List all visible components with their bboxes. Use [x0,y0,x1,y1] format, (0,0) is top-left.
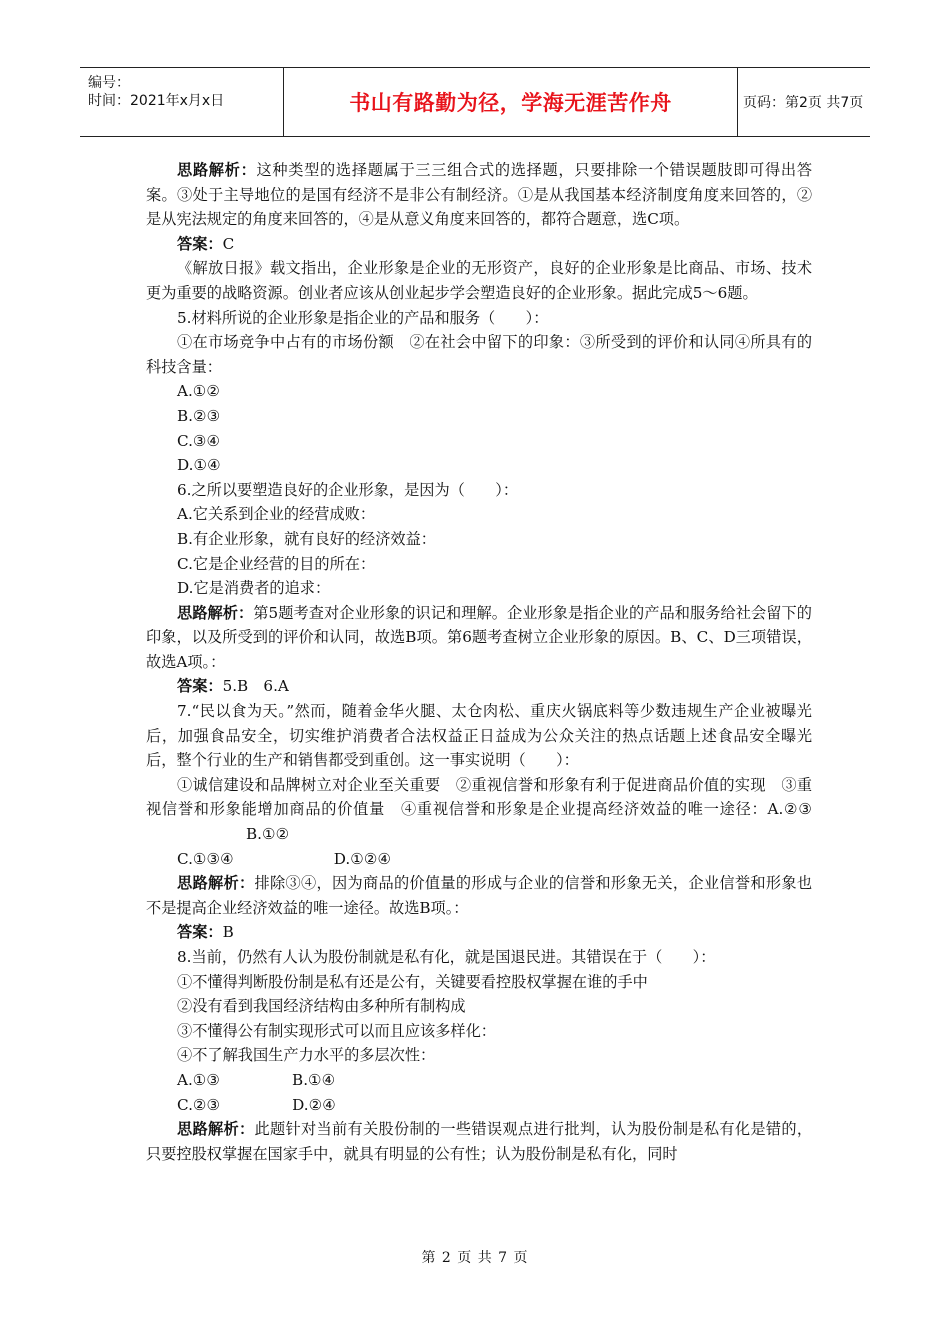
question-8-item-2: ②没有看到我国经济结构由多种所有制构成 [177,997,466,1016]
question-7-items [146,773,812,847]
analysis-label: 思路解析： [177,874,255,893]
motto-text: 书山有路勤为径，学海无涯苦作舟 [349,91,672,115]
question-7-stem: 7.“民以食为天。”然而，随着金华火腿、太仓肉松、重庆火锅底料等少数违规生产企业被曝光后，加强食品安全，切实维护消费者合法权益正日益成为公众关注的热点话题上述食品安全曝光后，整个行业的生产和销售都受到重创。这一事实说明（ ）： [146,702,812,770]
answer-line [146,674,812,699]
answer-label: 答案： [177,923,223,942]
analysis-paragraph [146,1117,812,1166]
analysis-label: 思路解析： [177,603,254,622]
question-8-options-ab [146,1068,812,1093]
header-meta-cell [80,68,283,136]
analysis-label: 思路解析： [177,1120,255,1139]
question-7-option-d: D.①②④ [333,849,392,868]
question-5-items: ①在市场竞争中占有的市场份额 ②在社会中留下的印象：③所受到的评价和认同④所具有的科技含量： [146,333,812,376]
answer-text: B [222,923,234,942]
question-6-option-a: A.它关系到企业的经营成败： [177,505,376,524]
answer-label: 答案： [177,677,223,696]
analysis-paragraph [146,871,812,920]
question-8-option-d: D.②④ [292,1095,336,1114]
document-body [146,158,812,1166]
question-5-stem: 5.材料所说的企业形象是指企业的产品和服务（ ）： [177,308,549,327]
page-info: 页码：第2页 共7页 [743,95,864,111]
question-6-option-d: D.它是消费者的追求： [177,579,331,598]
question-8-options-cd [146,1093,812,1118]
answer-line [146,920,812,945]
serial-number-label: 编号： [88,75,130,91]
analysis-text: 第5题考查对企业形象的识记和理解。企业形象是指企业的产品和服务给社会留下的印象，以及所受到的评价和认同，故选B项。第6题考查树立企业形象的原因。B、C、D三项错误，故选A项。： [146,603,812,671]
analysis-label: 思路解析： [177,161,257,179]
header-motto-cell [283,68,738,136]
question-8-item-3: ③不懂得公有制实现形式可以而且应该多样化： [177,1021,496,1040]
date-label: 时间：2021年x月x日 [88,93,225,109]
question-8-item-1: ①不懂得判断股份制是私有还是公有，关键要看控股权掌握在谁的手中 [177,972,648,991]
document-header [80,67,870,137]
question-6-option-b: B.有企业形象，就有良好的经济效益： [177,529,436,548]
question-8-option-b: B.①④ [292,1070,336,1089]
analysis-paragraph [146,158,812,232]
question-5-option-d: D.①④ [177,456,221,475]
question-7-options-cd [146,847,812,872]
analysis-text: 此题针对当前有关股份制的一些错误观点进行批判，认为股份制是私有化是错的，只要控股权掌握在国家手中，就具有明显的公有性；认为股份制是私有化，同时 [146,1120,813,1163]
answer-text: C [222,234,235,253]
question-6-option-c: C.它是企业经营的目的所在： [177,554,376,573]
question-8-stem: 8.当前，仍然有人认为股份制就是私有化，就是国退民进。其错误在于（ ）： [177,948,716,966]
answer-text: 5.B 6.A [222,677,289,696]
question-7-option-a: A.②③ [767,800,813,819]
question-5-option-b: B.②③ [177,406,221,425]
question-8-option-c: C.②③ [177,1095,221,1114]
question-8-item-4: ④不了解我国生产力水平的多层次性： [177,1046,436,1065]
passage-paragraph: 《解放日报》载文指出，企业形象是企业的无形资产，良好的企业形象是比商品、市场、技术更为重要的战略资源。创业者应该从创业起步学会塑造良好的企业形象。据此完成5～6题。 [146,259,812,302]
question-7-item-text: ①诚信建设和品牌树立对企业至关重要 ②重视信誉和形象有利于促进商品价值的实现 ③重视信誉和形象能增加商品的价值量 ④重视信誉和形象是企业提高经济效益的唯一途径： [146,775,812,819]
answer-line [146,232,812,257]
question-5-option-a: A.①② [177,382,221,401]
analysis-paragraph [146,601,812,675]
page-footer: 第 2 页 共 7 页 [421,1250,529,1266]
question-8-option-a: A.①③ [177,1070,221,1089]
question-5-option-c: C.③④ [177,431,221,450]
question-7-option-c: C.①③④ [177,849,234,868]
question-7-option-b: B.①② [246,825,290,844]
analysis-text: 这种类型的选择题属于三三组合式的选择题，只要排除一个错误题肢即可得出答案。③处于主导地位的是国有经济不是非公有制经济。①是从我国基本经济制度角度来回答的，②是从宪法规定的角度来回答的，④是从意义角度来回答的，都符合题意，选C项。 [146,161,813,229]
answer-label: 答案： [177,234,223,253]
analysis-text: 排除③④，因为商品的价值量的形成与企业的信誉和形象无关，企业信誉和形象也不是提高企业经济效益的唯一途径。故选B项。： [146,874,813,917]
question-6-stem: 6.之所以要塑造良好的企业形象，是因为（ ）： [177,480,519,499]
header-page-cell [737,68,870,136]
